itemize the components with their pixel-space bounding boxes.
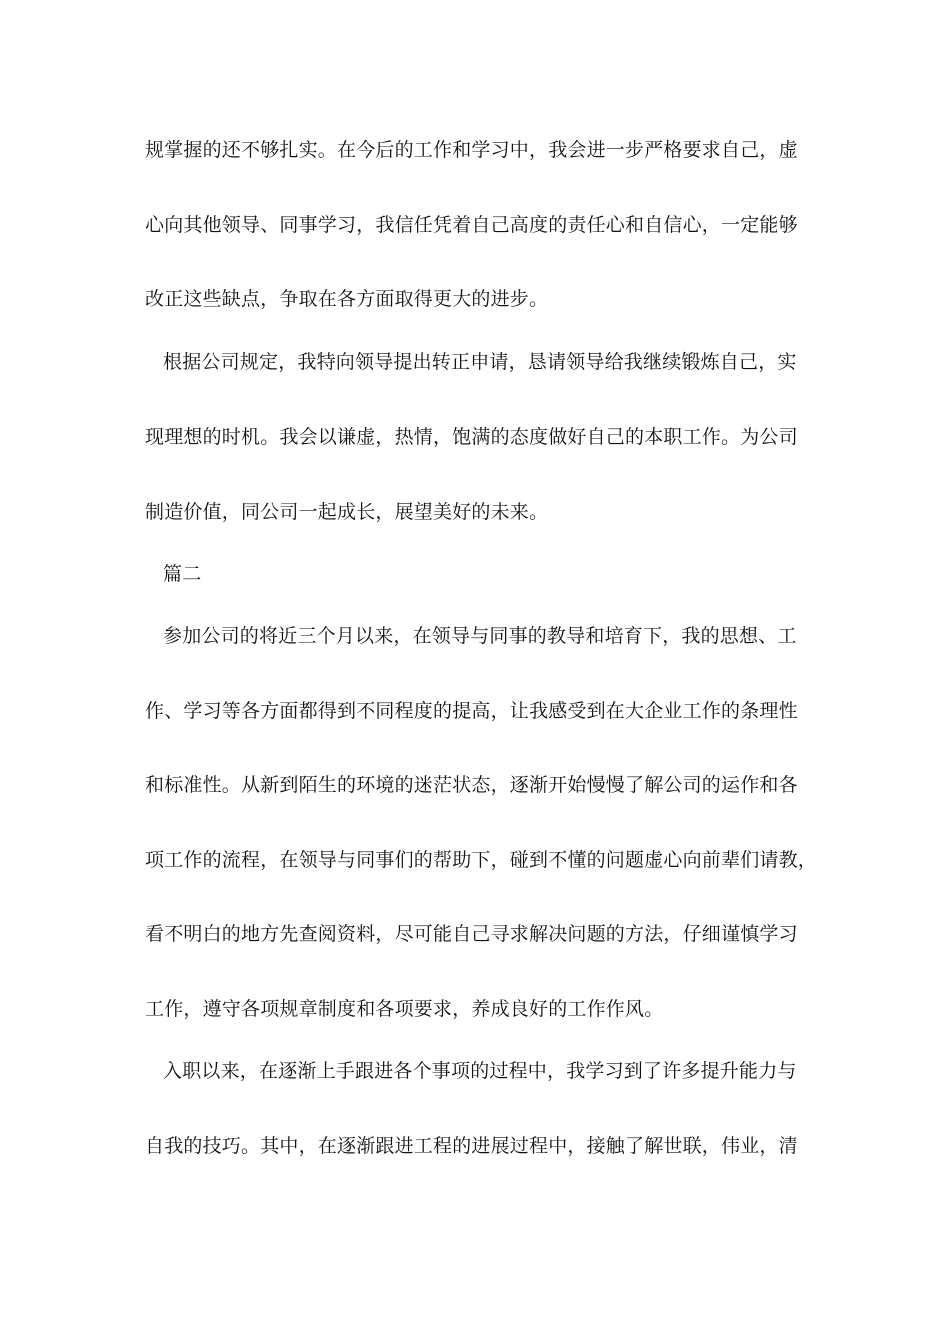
text-line: 和标准性。从新到陌生的环境的迷茫状态，逐渐开始慢慢了解公司的运作和各 (145, 774, 798, 796)
text-line: 工作，遵守各项规章制度和各项要求，养成良好的工作作风。 (145, 998, 664, 1020)
text-line: 作、学习等各方面都得到不同程度的提高，让我感受到在大企业工作的条理性 (145, 700, 798, 722)
text-line: 心向其他领导、同事学习，我信任凭着自己高度的责任心和自信心，一定能够 (145, 214, 798, 236)
text-line: 自我的技巧。其中，在逐渐跟进工程的进展过程中，接触了解世联，伟业，清 (145, 1135, 798, 1157)
text-line: 制造价值，同公司一起成长，展望美好的未来。 (145, 501, 549, 523)
paragraph-start-line: 根据公司规定，我特向领导提出转正申请，恳请领导给我继续锻炼自己，实 (163, 351, 797, 373)
text-line: 项工作的流程，在领导与同事们的帮助下，碰到不懂的问题虚心向前辈们请教， (145, 849, 818, 871)
text-line: 现理想的时机。我会以谦虚，热情，饱满的态度做好自己的本职工作。为公司 (145, 426, 798, 448)
text-line: 看不明白的地方先查阅资料，尽可能自己寻求解决问题的方法，仔细谨慎学习 (145, 923, 798, 945)
section-heading: 篇二 (163, 563, 202, 585)
text-line: 改正这些缺点，争取在各方面取得更大的进步。 (145, 288, 549, 310)
text-line: 规掌握的还不够扎实。在今后的工作和学习中，我会进一步严格要求自己，虚 (145, 139, 798, 161)
paragraph-start-line: 入职以来，在逐渐上手跟进各个事项的过程中，我学习到了许多提升能力与 (163, 1060, 797, 1082)
paragraph-start-line: 参加公司的将近三个月以来，在领导与同事的教导和培育下，我的思想、工 (163, 625, 797, 647)
